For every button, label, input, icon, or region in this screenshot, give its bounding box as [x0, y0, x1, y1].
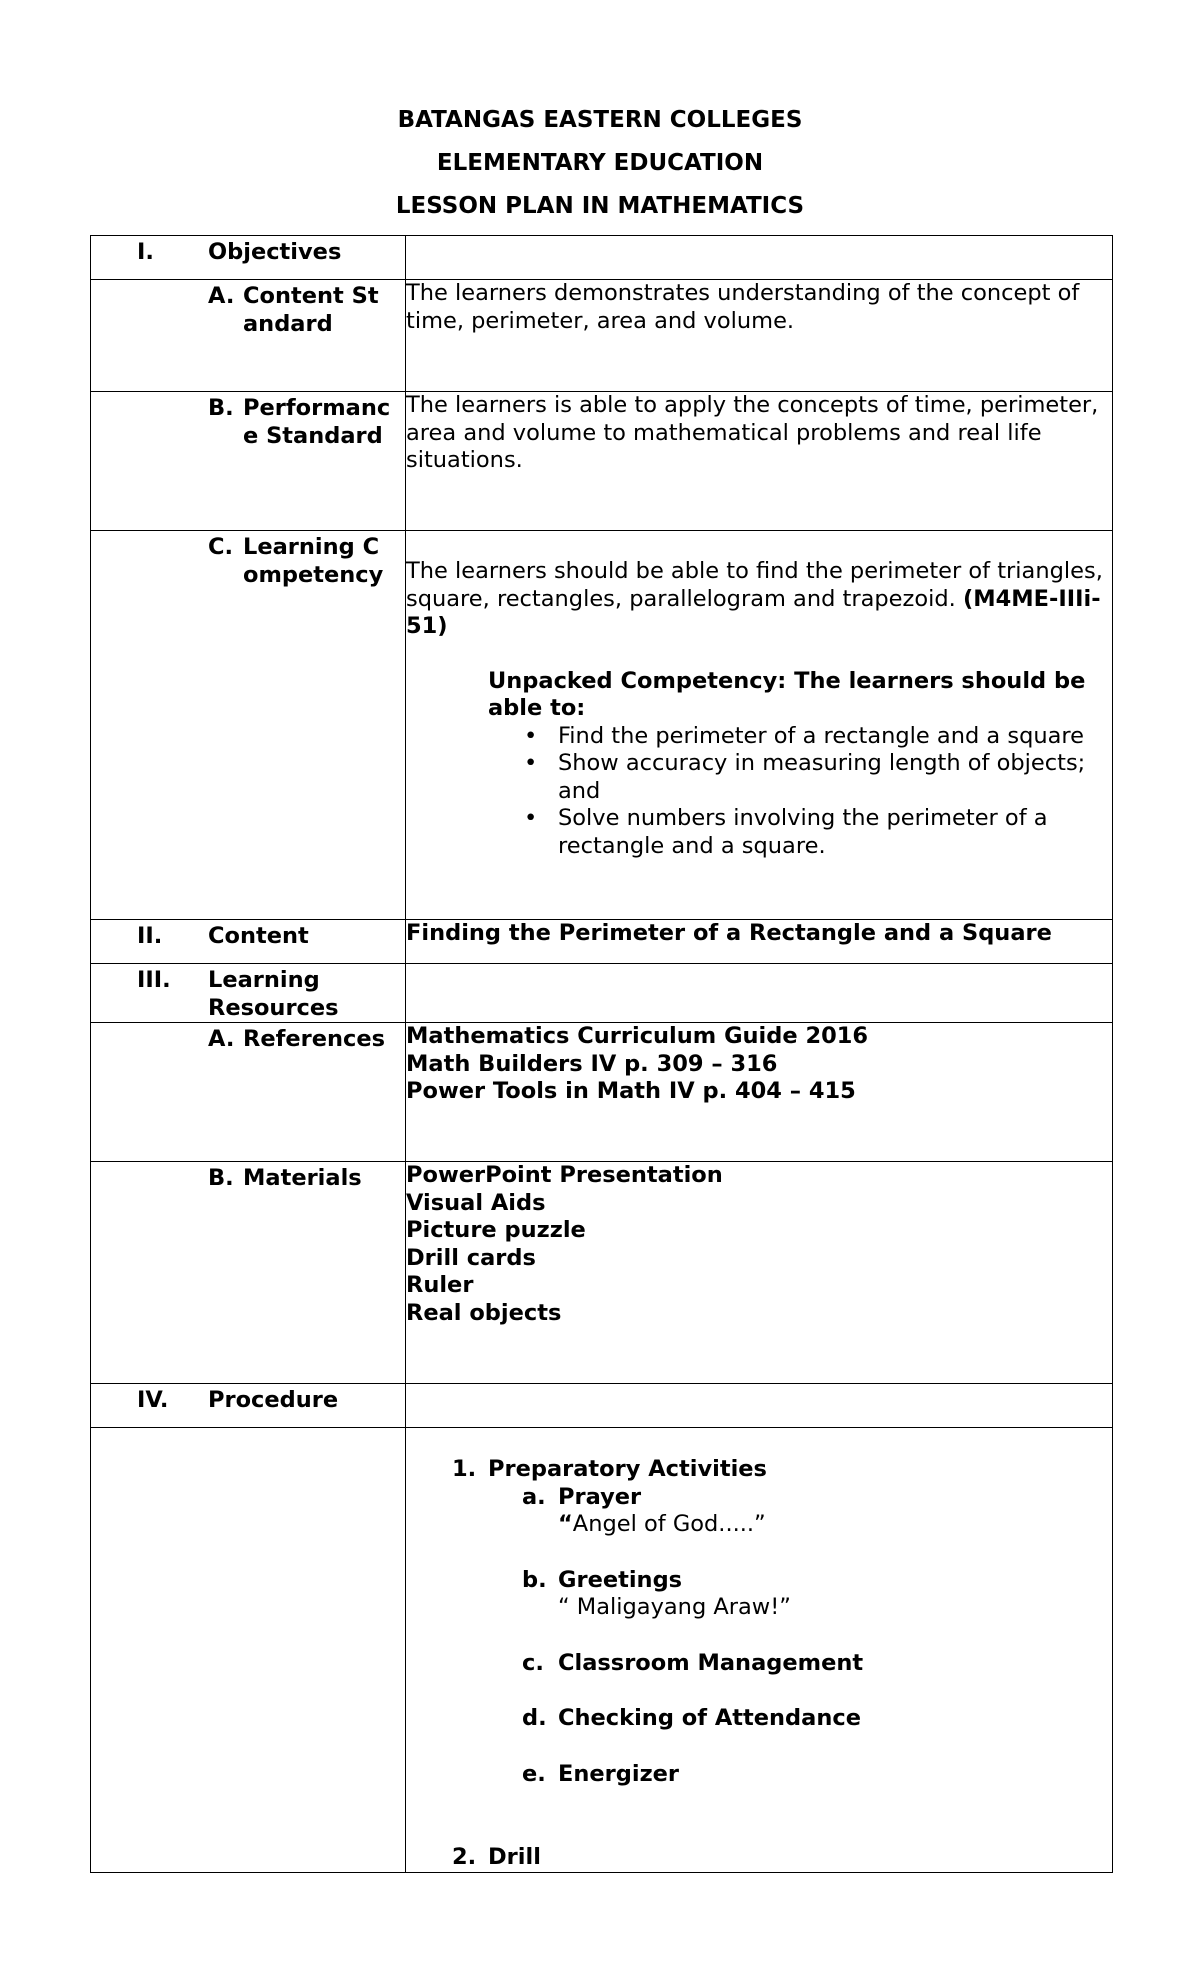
list-item: • Find the perimeter of a rectangle and a square — [558, 723, 1112, 751]
table-row — [91, 531, 1113, 920]
section-objectives-label — [91, 236, 406, 280]
procedure-body — [406, 1428, 1112, 1872]
content-standard-label: Content Standard — [243, 283, 379, 337]
item-title: Energizer — [558, 1760, 680, 1787]
section-title: Learning Resources — [208, 967, 339, 1021]
empty-cell — [406, 236, 1113, 280]
table-row — [91, 1162, 1113, 1384]
materials-list — [406, 1162, 1113, 1384]
step-title: Drill — [488, 1844, 541, 1870]
item-detail: “ Maligayang Araw!” — [558, 1594, 791, 1620]
list-item: • Show accuracy in measuring length of objects; and — [558, 750, 1112, 805]
list-item: Mathematics Curriculum Guide 2016 — [406, 1023, 869, 1049]
section-numeral: III. — [137, 967, 171, 993]
item-title: Greetings — [558, 1566, 683, 1593]
empty-cell — [406, 1384, 1113, 1428]
table-row — [91, 1023, 1113, 1162]
references-label: References — [243, 1026, 385, 1052]
item-title: Checking of Attendance — [558, 1705, 861, 1731]
list-item: • Solve numbers involving the perimeter of a rectangle and a square. — [558, 805, 1112, 860]
item-detail: “Angel of God.....” — [558, 1511, 766, 1537]
section-title: Objectives — [208, 239, 342, 265]
list-item: b. Greetings “ Maligayang Araw!” — [558, 1567, 1112, 1622]
item-letter: B. — [208, 395, 234, 421]
unpacked-competency — [488, 668, 1112, 861]
empty-cell — [91, 1428, 406, 1873]
item-letter: B. — [208, 1165, 234, 1191]
content-topic: Finding the Perimeter of a Rectangle and a Square — [406, 920, 1113, 964]
learning-competency-text: The learners should be able to find the perimeter of triangles, square, rectangles, parallelogram and trapezoid. (M4ME-IIIi-51) — [406, 558, 1103, 639]
content-standard-text: The learners demonstrates understanding of the concept of time, perimeter, area and volume. — [406, 280, 1113, 392]
list-item: c. Classroom Management — [558, 1650, 1112, 1678]
section-numeral: IV. — [137, 1387, 169, 1413]
section-numeral: II. — [137, 923, 163, 949]
department-name: ELEMENTARY EDUCATION — [436, 150, 764, 176]
table-row — [91, 920, 1113, 964]
procedure-step: 2. Drill — [452, 1844, 541, 1870]
unpacked-heading: Unpacked Competency: The learners should be able to: — [488, 667, 1086, 721]
item-title: Prayer — [558, 1483, 642, 1510]
list-item: d. Checking of Attendance — [558, 1705, 1112, 1733]
list-item: Ruler — [406, 1272, 474, 1298]
table-row — [91, 1384, 1113, 1428]
list-item: Picture puzzle — [406, 1217, 586, 1243]
item-letter: A. — [208, 1026, 235, 1052]
table-row — [91, 964, 1113, 1023]
table-row — [91, 236, 1113, 280]
performance-standard-label: Performance Standard — [243, 395, 391, 449]
item-title: Classroom Management — [558, 1649, 864, 1676]
performance-standard-text: The learners is able to apply the concepts of time, perimeter, area and volume to mathematical problems and real life situations. — [406, 392, 1113, 531]
item-letter: A. — [208, 283, 235, 309]
competency-code: (M4ME-IIIi-51) — [406, 585, 1101, 639]
list-item: Power Tools in Math IV p. 404 – 415 — [406, 1078, 856, 1104]
list-item: Visual Aids — [406, 1189, 546, 1216]
lesson-plan-table — [90, 235, 1113, 1873]
references-list — [406, 1023, 1113, 1162]
section-title: Content — [208, 923, 309, 949]
list-item: e. Energizer — [558, 1761, 1112, 1789]
list-item: Real objects — [406, 1299, 562, 1326]
list-item: a. Prayer “Angel of God.....” — [558, 1484, 1112, 1539]
empty-cell — [406, 964, 1113, 1023]
step-title: Preparatory Activities — [488, 1456, 767, 1482]
materials-label: Materials — [243, 1165, 362, 1191]
table-row — [91, 392, 1113, 531]
section-title: Procedure — [208, 1387, 339, 1413]
list-item: Drill cards — [406, 1244, 536, 1271]
procedure-step: 1. Preparatory Activities — [452, 1456, 767, 1482]
list-item: PowerPoint Presentation — [406, 1162, 723, 1188]
list-item: Math Builders IV p. 309 – 316 — [406, 1050, 778, 1077]
section-numeral: I. — [137, 239, 154, 265]
table-row — [91, 1428, 1113, 1873]
school-name: BATANGAS EASTERN COLLEGES — [397, 107, 803, 133]
learning-competency-label: Learning Competency — [243, 534, 384, 588]
table-row — [91, 280, 1113, 392]
document-title: LESSON PLAN IN MATHEMATICS — [395, 193, 805, 219]
item-letter: C. — [208, 534, 234, 560]
